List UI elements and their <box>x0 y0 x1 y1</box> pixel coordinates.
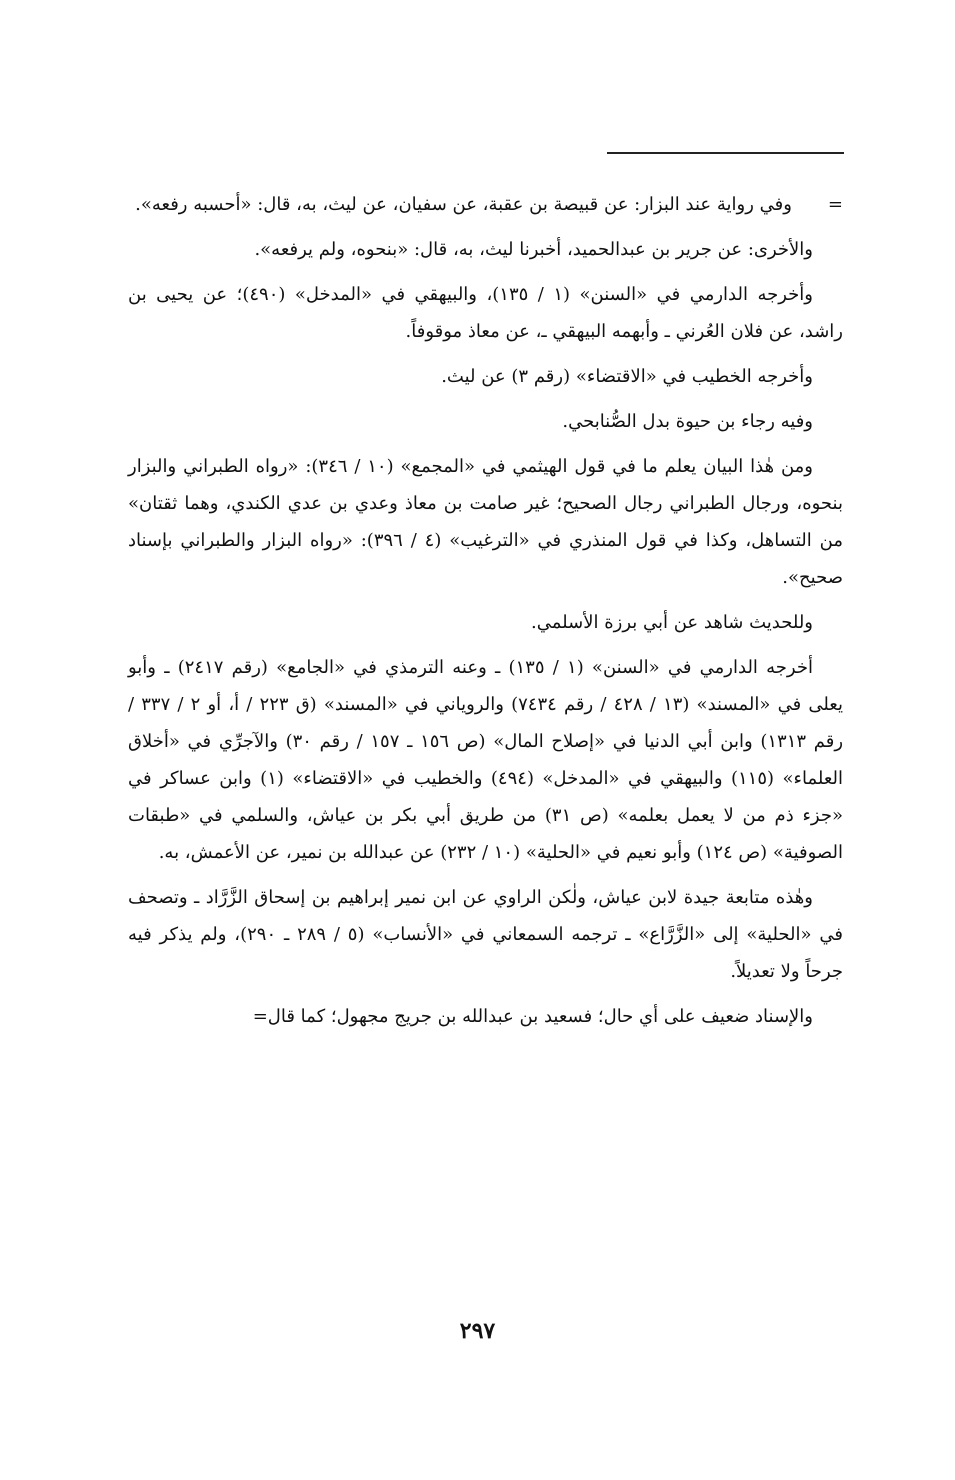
paragraph-9: وهٰذه متابعة جيدة لابن عياش، ولٰكن الراوي عن ابن نمير إبراهيم بن إسحاق الزَّرَّاد ـ وتصحف في «الحلية» إلى «الزَّرَّاع» ـ ترجمه السمعاني في «الأنساب» (٥ / ٢٨٩ ـ ٢٩٠)، ولم يذكر فيه جرحاً ولا تعديلاً. <box>128 887 843 982</box>
paragraph-8: أخرجه الدارمي في «السنن» (١ / ١٣٥) ـ وعنه الترمذي في «الجامع» (رقم ٢٤١٧) ـ وأبو يعلى في «المسند» (١٣ / ٤٢٨ / رقم ٧٤٣٤) والروياني في «المسند» (ق ٢٢٣ / أ، أو ٢ / ٣٣٧ / رقم ١٣١٣) وابن أبي الدنيا في «إصلاح المال» (ص ١٥٦ ـ ١٥٧ / رقم ٣٠) والآجرِّي في «أخلاق العلماء» (١١٥) والبيهقي في «المدخل» (٤٩٤) والخطيب في «الاقتضاء» (١) وابن عساكر في «جزء ذم من لا يعمل بعلمه» (ص ٣١) من طريق أبي بكر بن عياش، والسلمي في «طبقات الصوفية» (ص ١٢٤) وأبو نعيم في «الحلية» (١٠ / ٢٣٢) عن عبدالله بن نمير، عن الأعمش، به. <box>128 657 844 863</box>
continuation-mark: = <box>827 194 843 215</box>
paragraph-4: وأخرجه الخطيب في «الاقتضاء» (رقم ٣) عن ليث. <box>441 366 813 387</box>
paragraph-6: ومن هٰذا البيان يعلم ما في قول الهيثمي في «المجمع» (١٠ / ٣٤٦): «رواه الطبراني والبزار بنحوه، ورجال الطبراني رجال الصحيح؛ غير صامت بن معاذ وعدي بن عدي الكندي، وهما ثقتان» من التساهل، وكذا في قول المنذري في «الترغيب» (٤ / ٣٩٦): «رواه البزار والطبراني بإسناد صحيح». <box>128 456 843 588</box>
page-number: ٢٩٧ <box>459 1318 496 1344</box>
paragraph-1-text: وفي رواية عند البزار: عن قبيصة بن عقبة، عن سفيان، عن ليث، به، قال: «أحسبه رفعه». <box>135 194 792 215</box>
paragraph-2: والأخرى: عن جرير بن عبدالحميد، أخبرنا ليث، به، قال: «بنحوه، ولم يرفعه». <box>254 239 813 260</box>
paragraph-10: والإسناد ضعيف على أي حال؛ فسعيد بن عبدالله بن جريج مجهول؛ كما قال= <box>252 1006 813 1027</box>
paragraph-7: وللحديث شاهد عن أبي برزة الأسلمي. <box>531 612 813 633</box>
footnote-text-body <box>128 186 843 1043</box>
paragraph-3: وأخرجه الدارمي في «السنن» (١ / ١٣٥)، والبيهقي في «المدخل» (٤٩٠)؛ عن يحيى بن راشد، عن فلان العُرني ـ وأبهمه البيهقي ـ، عن معاذ موقوفاً. <box>128 284 843 342</box>
footnote-separator-line <box>607 152 844 154</box>
paragraph-1 <box>128 186 843 223</box>
paragraph-5: وفيه رجاء بن حيوة بدل الصُّنابحي. <box>562 411 813 432</box>
